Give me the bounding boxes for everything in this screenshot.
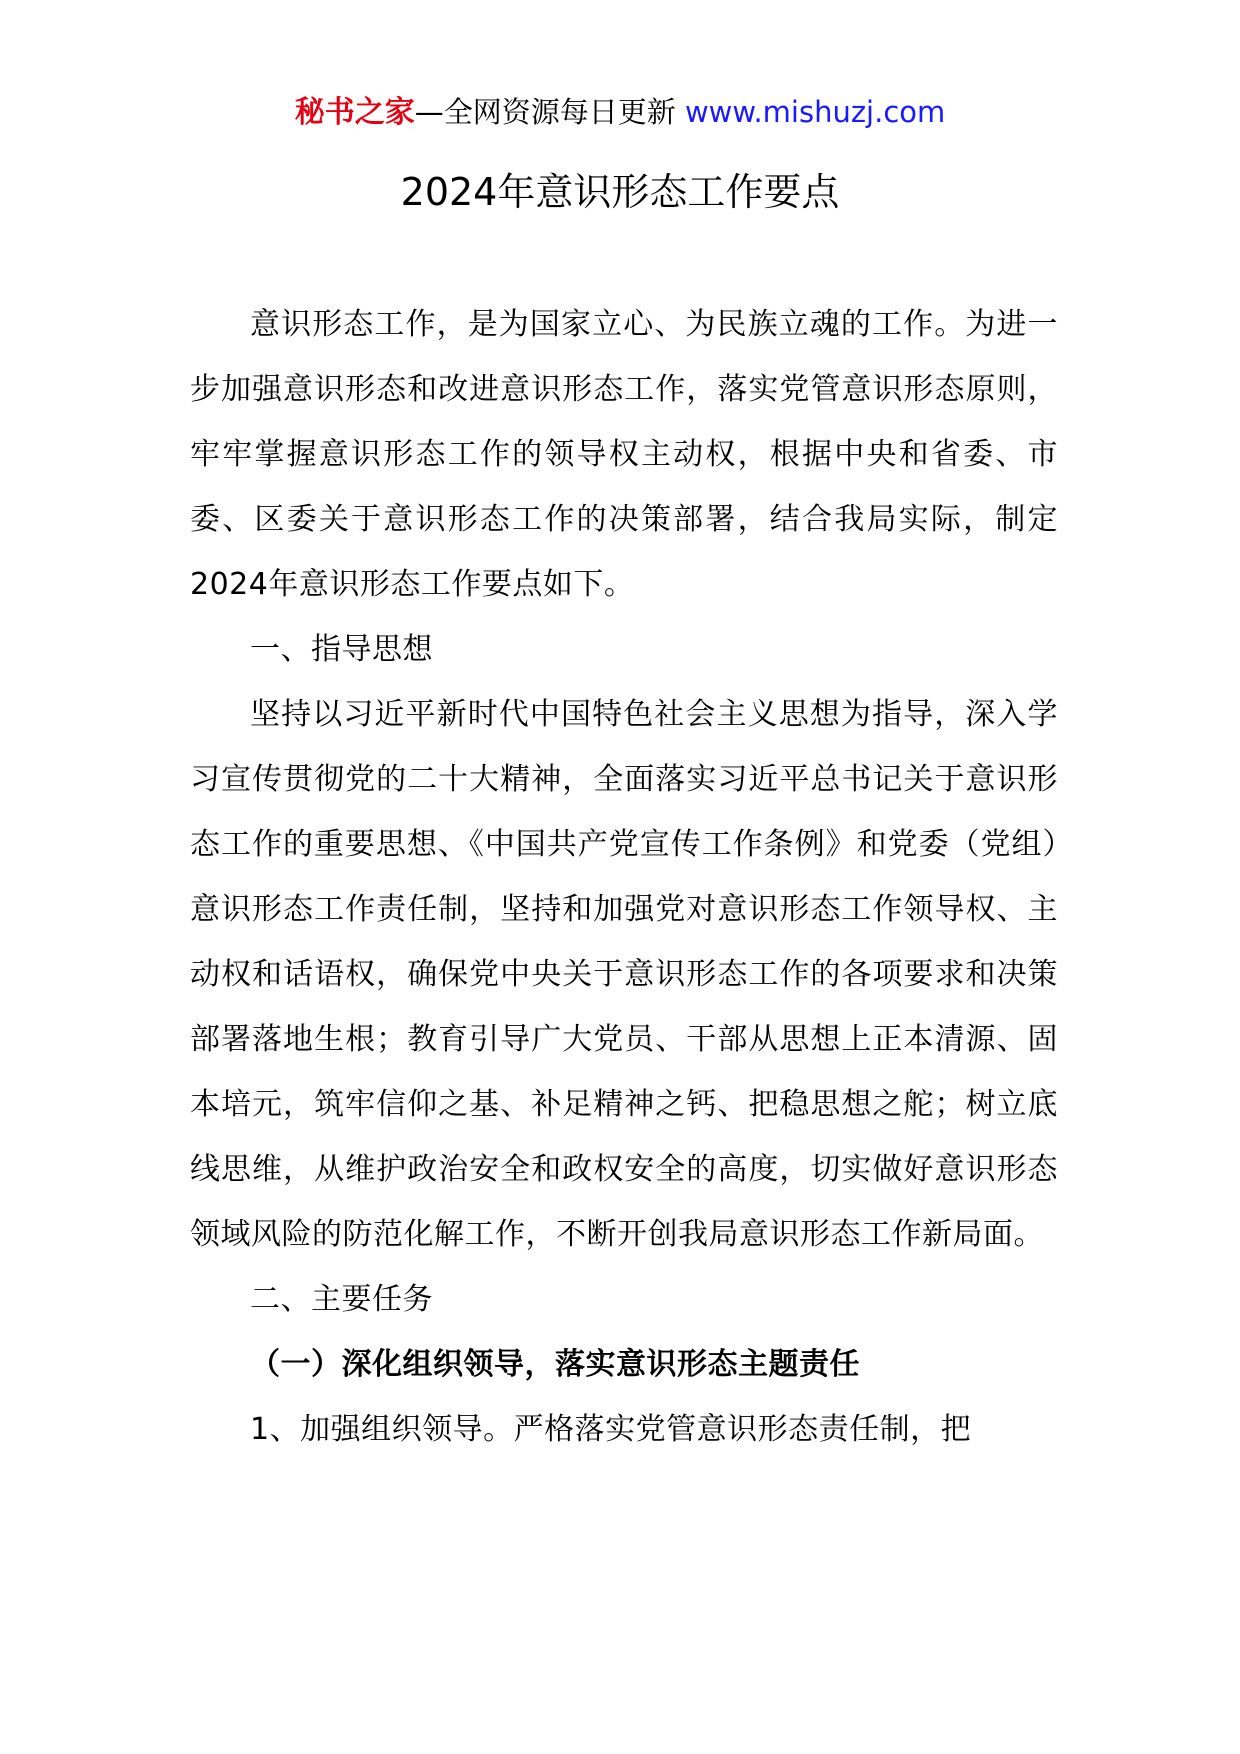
document-title: 2024年意识形态工作要点 [400, 170, 840, 214]
section-heading-main-tasks: 二、主要任务 [250, 1282, 433, 1317]
subsection-heading-organization: （一）深化组织领导，落实意识形态主题责任 [250, 1347, 860, 1382]
intro-paragraph: 意识形态工作，是为国家立心、为民族立魂的工作。为进一步加强意识形态和改进意识形态工作，落实党管意识形态原则，牢牢掌握意识形态工作的领导权主动权，根据中央和省委、市委、区委关于意识形态工作的决策部署，结合我局实际，制定2024年意识形态工作要点如下。 [190, 307, 1058, 602]
site-brand: 秘书之家 [294, 95, 415, 130]
site-tagline: —全网资源每日更新 [414, 95, 676, 129]
section-heading-guiding-thought: 一、指导思想 [250, 632, 433, 667]
site-header [0, 92, 1240, 133]
task-item-1: 1、加强组织领导。严格落实党管意识形态责任制，把 [250, 1412, 972, 1447]
guiding-thought-paragraph: 坚持以习近平新时代中国特色社会主义思想为指导，深入学习宣传贯彻党的二十大精神，全面落实习近平总书记关于意识形态工作的重要思想、《中国共产党宣传工作条例》和党委（党组）意识形态工作责任制，坚持和加强党对意识形态工作领导权、主动权和话语权，确保党中央关于意识形态工作的各项要求和决策部署落地生根；教育引导广大党员、干部从思想上正本清源、固本培元，筑牢信仰之基、补足精神之钙、把稳思想之舵；树立底线思维，从维护政治安全和政权安全的高度，切实做好意识形态领域风险的防范化解工作，不断开创我局意识形态工作新局面。 [190, 697, 1058, 1252]
site-url-link[interactable]: www.mishuzj.com [684, 95, 946, 129]
document-body [190, 292, 1058, 1462]
